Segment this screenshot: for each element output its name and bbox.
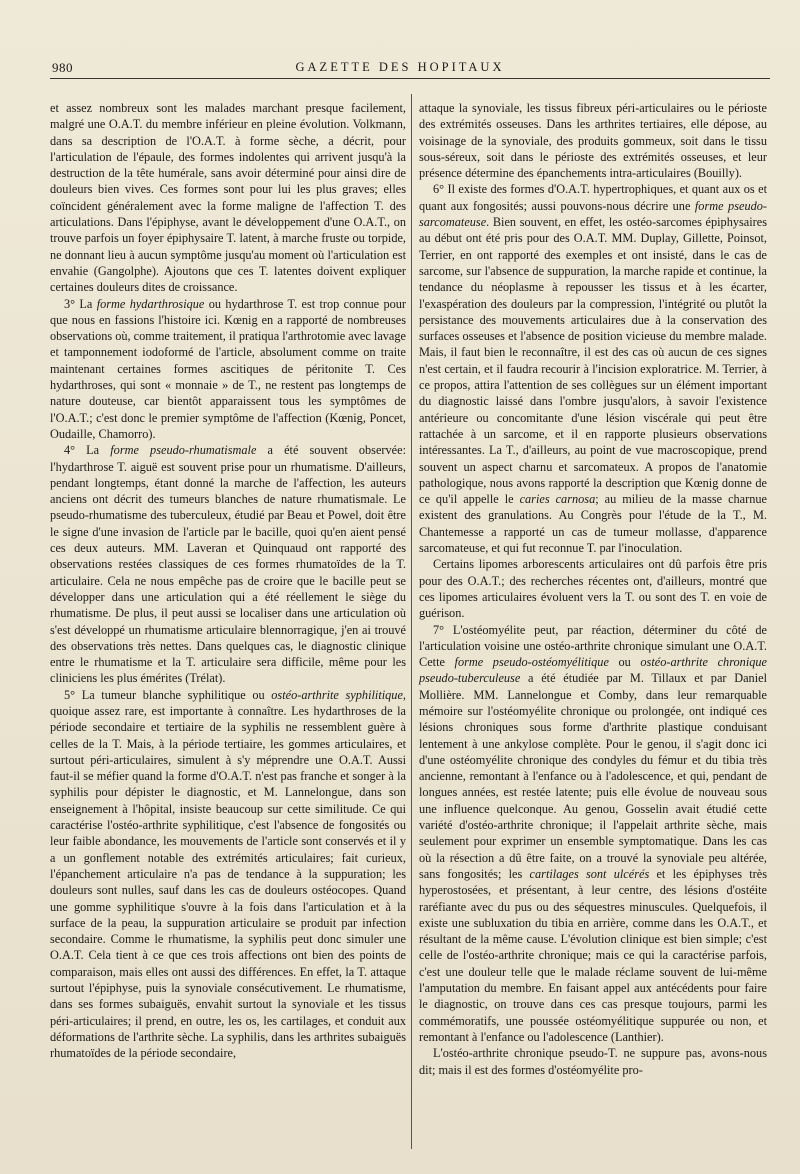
paragraph-text: 3° La	[64, 296, 97, 311]
paragraph-text: L'ostéo-arthrite chronique pseudo-T. ne suppure pas, avons-nous dit; mais il est des formes d'ostéomyélite pro-	[419, 1046, 767, 1077]
paragraph	[419, 181, 767, 556]
paragraph-text: 6° Il existe des formes d'O.A.T. hypertrophiques, et quant aux os et quant aux fongosités; aussi pouvons-nous décrire une	[419, 182, 767, 213]
paragraph-text: 5° La tumeur blanche syphilitique ou	[64, 687, 272, 702]
emphasis-term: ostéo-arthrite chronique pseudo-tuberculeuse	[419, 655, 768, 686]
emphasis-term: forme hydarthrosique	[96, 296, 205, 311]
paragraph-text: ; au milieu de la masse charnue existent des granulations. Au Congrès pour l'étude de la T., M. Chantemesse a rapporté un cas de tumeur mollasse, d'apparence sarcomateuse, et qui fut reconnue T. par l'inoculation.	[419, 492, 767, 556]
paragraph	[419, 100, 767, 181]
paragraph-text: , quoique assez rare, est importante à connaître. Les hydarthroses de la période secondaire et tertiaire de la syphilis ne ressemblent guère à celles de la T. Mais, à la période tertiaire, les gommes articulaires, et surtout péri-articulaires, simulent à s'y méprendre une O.A.T. Aussi faut-il se méfier quand la forme d'O.A.T. n'est pas franche et songer à la syphilis pour dépister le diagnostic, et M. Lannelongue, dans son enseignement à l'hôpital, insiste beaucoup sur cette similitude. Ce qui caractérise l'ostéo-arthrite syphilitique, c'est l'absence de fongosités ou leur faible abondance, les mouvements de l'article sont conservés et il y a un gonflement notable des extrémités articulaires; fait curieux, l'épanchement articulaire n'a pas de tendance à la suppuration; les douleurs sont nulles, sauf dans les cas de douleurs ostéocopes. Quand une gomme syphilitique s'ouvre à la fois dans l'articulation et à la surface de la peau, la suppuration articulaire se produit par infection secondaire. Comme le rhumatisme, la syphilis peut donc simuler une O.A.T. Cela tient à ce que ces trois affections ont bien des points de comparaison, mais elles ont aussi des différences. En effet, la T. attaque surtout l'épiphyse, puis la synoviale consécutivement. Le rhumatisme, dans ses formes subaiguës, envahit surtout la synoviale et les tissus péri-articulaires; il prend, en outre, les os, les cartilages, et conduit aux déformations de l'arthrite sèche. La syphilis, dans les arthrites subaiguës rhumatoïdes de la période secondaire,	[50, 687, 406, 1061]
emphasis-term: cartilages sont ulcérés	[529, 866, 650, 881]
paragraph	[50, 442, 406, 686]
paragraph-text: attaque la synoviale, les tissus fibreux péri-articulaires ou le périoste des extrémités osseuses. Dans les arthrites tertiaires, elle dépose, au voisinage de la synoviale, des produits gommeux, soit dans le tissu sous-séreux, soit dans le périoste des extrémités osseuses, et leur présence détermine des épanchements intra-articulaires (Bouilly).	[419, 101, 767, 181]
header-rule	[50, 78, 770, 79]
paragraph-text: a été souvent observée: l'hydarthrose T. aiguë est souvent prise pour un rhumatisme. D'ailleurs, pendant longtemps, étant donné la marche de l'affection, les auteurs anciens ont décrit des tumeurs blanches de nature rhumatismale. Le pseudo-rhumatisme des tuberculeux, étudié par Beau et Powel, doit être le signe d'une invasion de l'article par le bacille, quoi qu'en aient pensé ces deux auteurs. MM. Laveran et Quinquaud ont rapporté des observations restées classiques de ces formes rhumatoïdes de la T. articulaire. Cela ne nous empêche pas de croire que le bacille peut se développer dans une articulation qui a été réellement le siège du rhumatisme. De plus, il peut aussi se localiser dans une articulation où s'est développé un rhumatisme articulaire blennorragique, j'en ai trouvé des observations très nettes. Dans quelques cas, le diagnostic clinique entre le rhumatisme et la T. articulaire sera difficile, même pour les cliniciens les plus émérites (Trélat).	[50, 443, 406, 686]
paragraph	[419, 556, 767, 621]
paragraph-text: ou	[608, 655, 641, 670]
page-header	[0, 54, 800, 84]
paragraph-text: 4° La	[64, 443, 111, 458]
emphasis-term: ostéo-arthrite syphilitique	[271, 687, 403, 702]
left-column	[50, 100, 406, 1062]
emphasis-term: forme pseudo-sarcomateuse	[419, 198, 767, 230]
paragraph	[50, 687, 406, 1062]
paragraph-text: Certains lipomes arborescents articulaires ont dû parfois être pris pour des O.A.T.; des recherches récentes ont, d'ailleurs, montré que ces lipomes articulaires évoluent vers la T. ou sont des T. en voie de guérison.	[419, 557, 767, 621]
paragraph-text: . Bien souvent, en effet, les ostéo-sarcomes épiphysaires au début ont été pris pour des O.A.T. MM. Duplay, Gillette, Poinsot, Terrier, en ont rapporté des exemples et ont insisté, dans le cas de sarcome, sur l'absence de suppuration, la marche rapide et continue, la tendance du néoplasme à repousser les tissus et à les écarter, l'exaspération des douleurs par la compression, l'intégrité ou plutôt la persistance des mouvements articulaires due à la conservation des surfaces osseuses et l'absence de position vicieuse du membre malade. Mais, il faut bien le reconnaître, il est des cas où aucun de ces signes n'est certain, et il faudra recourir à l'incision exploratrice. M. Terrier, à ce propos, attira l'attention de ses collègues sur un élément important du diagnostic laissé dans l'ombre jusqu'alors, à savoir l'existence antérieure ou concomitante d'une lésion viscérale qui peut être rattachée à un sarcome, et il en rapporte plusieurs observations intéressantes. La T., d'ailleurs, au point de vue macroscopique, prend souvent un aspect charnu et sarcomateux. A propos de l'anatomie pathologique, nous avons rapporté la description que Kœnig donne de ce qu'il appelle le	[419, 215, 767, 507]
right-column	[419, 100, 767, 1078]
running-title: GAZETTE DES HOPITAUX	[295, 60, 505, 74]
paragraph-text: et les épiphyses très hyperostosées, et présentant, à leur centre, des lésions d'ostéite raréfiante avec du pus ou des séquestres minuscules. Quelquefois, il existe une subluxation du tibia en arrière, comme dans les O.A.T., et résultant de la même cause. L'évolution clinique est bien simple; c'est celle de l'ostéo-arthrite chronique; mais ce qui la caractérise parfois, c'est une douleur telle que le malade réclame souvent de lui-même l'amputation du membre. En faisant appel aux antécédents pour faire le diagnostic, on trouve dans ces cas presque toujours, parmi les commémoratifs, une poussée ostéomyélitique suppurée ou non, et remontant à l'enfance ou l'adolescence (Lanthier).	[419, 866, 767, 1044]
paragraph	[419, 1045, 767, 1078]
paragraph	[50, 100, 406, 296]
column-divider	[411, 94, 412, 1149]
paragraph-text: 7° L'ostéomyélite peut, par réaction, déterminer du côté de l'articulation voisine une ostéo-arthrite chronique simulant une O.A.T. Cette	[419, 622, 767, 670]
emphasis-term: caries carnosa	[519, 492, 596, 507]
paragraph-text: ou hydarthrose T. est trop connue pour que nous en fassions l'histoire ici. Kœnig en a rapporté de nombreuses observations où, comme traitement, il pratiqua l'arthrotomie avec lavage et tamponnement iodoformé de l'article, absolument comme on traite maintenant certaines formes ascitiques de péritonite T. Ces hydarthroses, qui sont « monnaie » de T., ne restent pas longtemps de nature douteuse, car bientôt apparaissent tous les symptômes de l'O.A.T.; c'est donc le premier symptôme de l'affection (Kœnig, Poncet, Oudaille, Chamorro).	[50, 296, 406, 441]
page-number: 980	[52, 60, 73, 75]
paragraph-text: et assez nombreux sont les malades marchant presque facilement, malgré une O.A.T. du membre inférieur en pleine évolution. Volkmann, dans sa description de l'O.A.T. à forme sèche, a décrit, pour l'articulation de l'épaule, des formes indolentes qui arrivent jusqu'à la destruction de la tête humérale, sans avoir déterminé pour ainsi dire de douleurs bien vives. Ces formes sont pour lui les plus graves; elles coïncident généralement avec la forme maligne de l'affection T. des articulations. Dans l'épiphyse, avant le développement d'une O.A.T., on trouve parfois un foyer épiphysaire T. latent, à marche fruste ou torpide, ne donnant lieu à aucun symptôme jusqu'au moment où l'articulation est envahie (Gangolphe). Ajoutons que ces T. latentes doivent expliquer certaines douleurs dites de croissance.	[50, 101, 406, 295]
paragraph	[50, 296, 406, 443]
paragraph-text: a été étudiée par M. Tillaux et par Daniel Mollière. MM. Lannelongue et Comby, dans leur remarquable mémoire sur l'ostéomyélite chronique ou prolongée, ont indiqué ces lésions chroniques sous forme d'arthrite plastique conduisant lentement à une ankylose complète. Pour le genou, il s'agit donc ici d'une ostéomyélite chronique des condyles du fémur et du tibia très ancienne, remontant à l'enfance ou à l'adolescence, et qui, pendant de longues années, est restée latente; puis elle évolue de nouveau sous une influence quelconque. Au genou, Gosselin avait étudié cette variété d'ostéo-arthrite chronique; il l'appelait arthrite sèche, mais seulement pour exprimer un ensemble symptomatique. Dans les cas où la résection a dû être faite, on a trouvé la synoviale peu altérée, sans fongosités; les	[419, 671, 767, 881]
paragraph	[419, 622, 767, 1046]
emphasis-term: forme pseudo-rhumatismale	[110, 443, 257, 458]
emphasis-term: forme pseudo-ostéomyélitique	[454, 655, 609, 670]
